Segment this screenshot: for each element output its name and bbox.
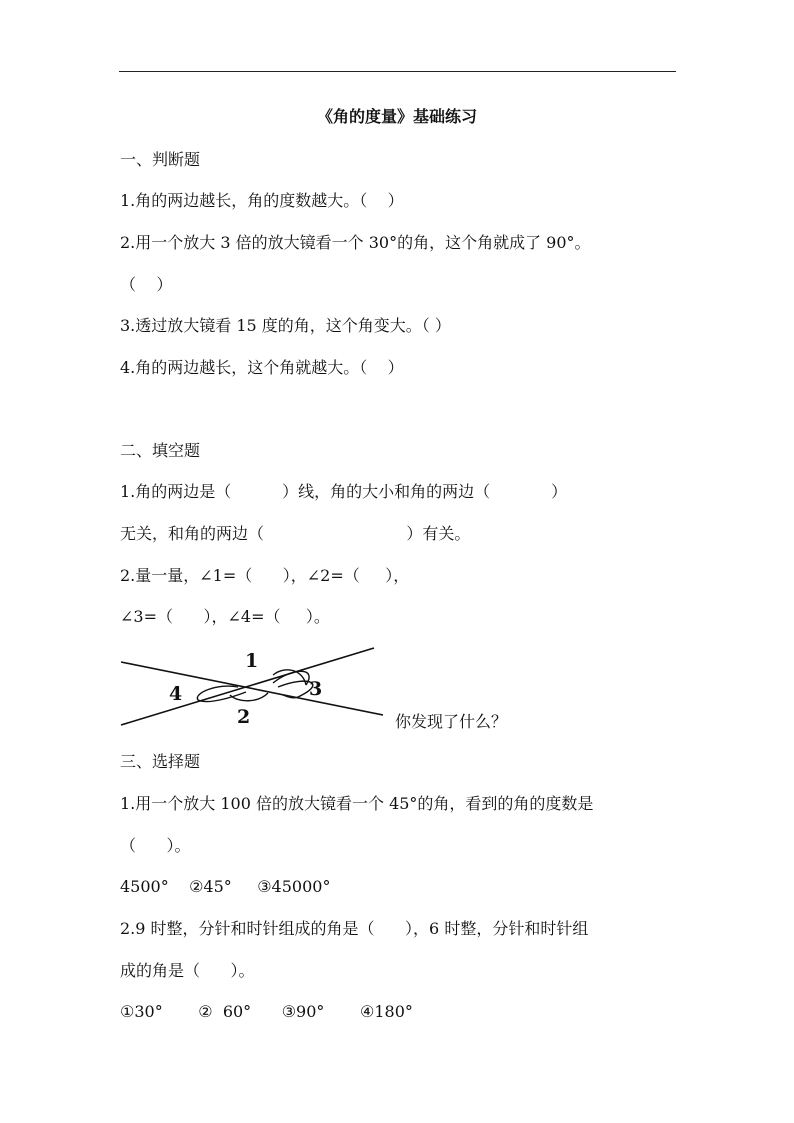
- section2-heading: 二、填空题: [120, 441, 201, 460]
- figure-label-1: 1: [245, 650, 259, 672]
- section1-heading: 一、判断题: [120, 150, 201, 169]
- judge-q1: 1.角的两边越长，角的度数越大。（ ）: [120, 191, 404, 210]
- fill-q2-line2: ∠3=（ ），∠4=（ ）。: [120, 607, 330, 626]
- choice-q2-line1: 2.9 时整，分针和时针组成的角是（ ），6 时整，分针和时针组: [120, 919, 589, 938]
- figure-label-3: 3: [309, 678, 323, 700]
- figure-label-2: 2: [237, 706, 251, 728]
- page-title: 《角的度量》基础练习: [316, 107, 477, 126]
- choice-q1-options: 4500° ②45° ③45000°: [120, 877, 331, 896]
- header-rule: [119, 71, 676, 72]
- section3-heading: 三、选择题: [120, 752, 201, 771]
- figure-label-4: 4: [169, 683, 183, 705]
- choice-q1-line2: （ ）。: [120, 836, 191, 855]
- judge-q4: 4.角的两边越长，这个角就越大。（ ）: [120, 358, 404, 377]
- fill-q2-line1: 2.量一量，∠1=（ ），∠2=（ ），: [120, 566, 410, 585]
- judge-q2-line2: （ ）: [120, 275, 173, 294]
- choice-q2-line2: 成的角是（ ）。: [120, 961, 255, 980]
- fill-q1-line1: 1.角的两边是（ ）线，角的大小和角的两边（ ）: [120, 482, 568, 501]
- figure-caption: 你发现了什么？: [395, 712, 508, 731]
- choice-q1-line1: 1.用一个放大 100 倍的放大镜看一个 45°的角，看到的角的度数是: [120, 794, 594, 813]
- judge-q2-line1: 2.用一个放大 3 倍的放大镜看一个 30°的角，这个角就成了 90°。: [120, 233, 591, 252]
- angle-2-arc: [230, 693, 268, 701]
- judge-q3: 3.透过放大镜看 15 度的角，这个角变大。（ ）: [120, 316, 451, 335]
- fill-q1-line2: 无关，和角的两边（ ）有关。: [120, 524, 471, 543]
- choice-q2-options: ①30° ② 60° ③90° ④180°: [120, 1002, 413, 1021]
